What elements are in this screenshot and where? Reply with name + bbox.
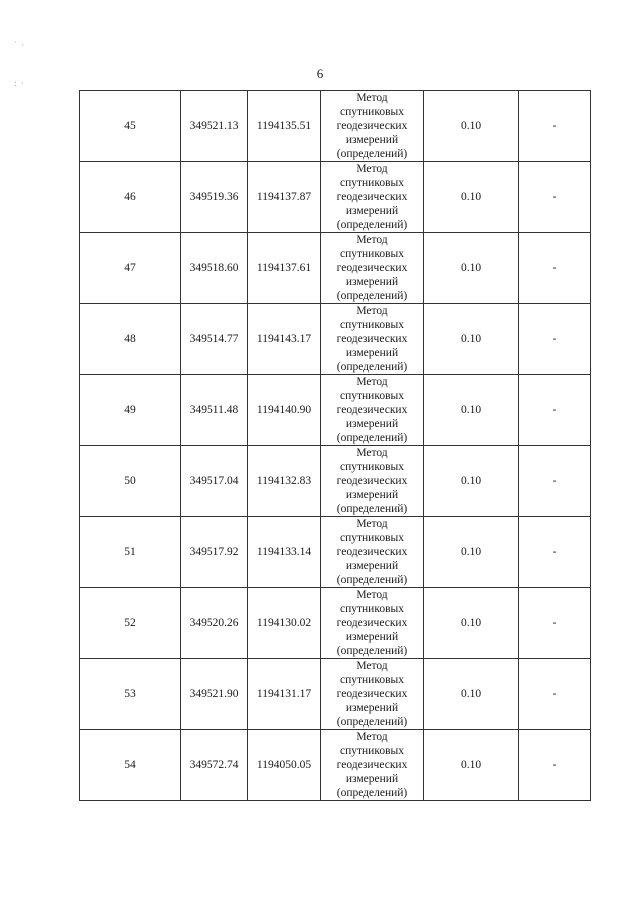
accuracy-cell: 0.10 bbox=[424, 446, 519, 517]
x-coordinate-cell: 349514.77 bbox=[181, 304, 248, 375]
x-coordinate-cell: 349520.26 bbox=[181, 588, 248, 659]
method-line: Метод bbox=[356, 660, 388, 672]
scan-artifact: : · bbox=[14, 78, 25, 88]
y-coordinate-cell: 1194137.87 bbox=[248, 162, 321, 233]
method-line: Метод bbox=[356, 234, 388, 246]
x-coordinate-cell: 349519.36 bbox=[181, 162, 248, 233]
method-cell bbox=[321, 730, 424, 801]
table-row bbox=[80, 375, 591, 446]
accuracy-cell: 0.10 bbox=[424, 162, 519, 233]
method-line: (определений) bbox=[336, 787, 408, 799]
method-cell bbox=[321, 375, 424, 446]
method-line: Метод bbox=[356, 518, 388, 530]
method-cell bbox=[321, 91, 424, 162]
table-row bbox=[80, 659, 591, 730]
method-line: геодезических bbox=[336, 191, 408, 203]
method-cell bbox=[321, 162, 424, 233]
method-line: Метод bbox=[356, 731, 388, 743]
x-coordinate-cell: 349517.04 bbox=[181, 446, 248, 517]
point-number-cell: 53 bbox=[80, 659, 181, 730]
scan-artifact: ˙ · bbox=[14, 40, 26, 50]
point-number-cell: 49 bbox=[80, 375, 181, 446]
method-cell bbox=[321, 233, 424, 304]
method-line: геодезических bbox=[336, 262, 408, 274]
method-line: спутниковых bbox=[339, 248, 404, 260]
note-cell: - bbox=[519, 91, 591, 162]
method-line: геодезических bbox=[336, 759, 408, 771]
method-line: измерений bbox=[345, 347, 399, 359]
point-number-cell: 54 bbox=[80, 730, 181, 801]
accuracy-cell: 0.10 bbox=[424, 588, 519, 659]
table-row bbox=[80, 730, 591, 801]
accuracy-cell: 0.10 bbox=[424, 304, 519, 375]
method-line: геодезических bbox=[336, 333, 408, 345]
method-line: геодезических bbox=[336, 546, 408, 558]
method-line: спутниковых bbox=[339, 390, 404, 402]
note-cell: - bbox=[519, 730, 591, 801]
y-coordinate-cell: 1194135.51 bbox=[248, 91, 321, 162]
method-line: спутниковых bbox=[339, 106, 404, 118]
point-number-cell: 51 bbox=[80, 517, 181, 588]
method-line: измерений bbox=[345, 134, 399, 146]
method-line: Метод bbox=[356, 163, 388, 175]
y-coordinate-cell: 1194050.05 bbox=[248, 730, 321, 801]
method-line: (определений) bbox=[336, 503, 408, 515]
y-coordinate-cell: 1194131.17 bbox=[248, 659, 321, 730]
x-coordinate-cell: 349572.74 bbox=[181, 730, 248, 801]
y-coordinate-cell: 1194143.17 bbox=[248, 304, 321, 375]
table-row bbox=[80, 91, 591, 162]
note-cell: - bbox=[519, 517, 591, 588]
method-line: Метод bbox=[356, 447, 388, 459]
method-line: геодезических bbox=[336, 475, 408, 487]
method-line: геодезических bbox=[336, 617, 408, 629]
method-line: измерений bbox=[345, 702, 399, 714]
table-row bbox=[80, 304, 591, 375]
point-number-cell: 46 bbox=[80, 162, 181, 233]
method-line: (определений) bbox=[336, 290, 408, 302]
method-line: (определений) bbox=[336, 219, 408, 231]
method-line: (определений) bbox=[336, 432, 408, 444]
method-line: геодезических bbox=[336, 688, 408, 700]
method-line: измерений bbox=[345, 773, 399, 785]
method-line: спутниковых bbox=[339, 532, 404, 544]
method-line: Метод bbox=[356, 305, 388, 317]
method-line: (определений) bbox=[336, 574, 408, 586]
method-line: спутниковых bbox=[339, 461, 404, 473]
table-row bbox=[80, 162, 591, 233]
method-line: измерений bbox=[345, 631, 399, 643]
table-row bbox=[80, 233, 591, 304]
accuracy-cell: 0.10 bbox=[424, 730, 519, 801]
method-line: Метод bbox=[356, 589, 388, 601]
method-line: спутниковых bbox=[339, 674, 404, 686]
method-line: (определений) bbox=[336, 148, 408, 160]
method-line: спутниковых bbox=[339, 745, 404, 757]
y-coordinate-cell: 1194130.02 bbox=[248, 588, 321, 659]
point-number-cell: 47 bbox=[80, 233, 181, 304]
table-row bbox=[80, 517, 591, 588]
accuracy-cell: 0.10 bbox=[424, 659, 519, 730]
note-cell: - bbox=[519, 375, 591, 446]
method-line: измерений bbox=[345, 560, 399, 572]
x-coordinate-cell: 349521.13 bbox=[181, 91, 248, 162]
y-coordinate-cell: 1194140.90 bbox=[248, 375, 321, 446]
note-cell: - bbox=[519, 233, 591, 304]
point-number-cell: 52 bbox=[80, 588, 181, 659]
y-coordinate-cell: 1194137.61 bbox=[248, 233, 321, 304]
point-number-cell: 48 bbox=[80, 304, 181, 375]
table-body bbox=[80, 91, 591, 801]
x-coordinate-cell: 349511.48 bbox=[181, 375, 248, 446]
method-line: (определений) bbox=[336, 716, 408, 728]
note-cell: - bbox=[519, 588, 591, 659]
method-line: (определений) bbox=[336, 361, 408, 373]
method-line: измерений bbox=[345, 205, 399, 217]
table-row bbox=[80, 588, 591, 659]
method-line: измерений bbox=[345, 418, 399, 430]
note-cell: - bbox=[519, 659, 591, 730]
method-line: геодезических bbox=[336, 404, 408, 416]
method-line: (определений) bbox=[336, 645, 408, 657]
note-cell: - bbox=[519, 446, 591, 517]
method-line: измерений bbox=[345, 489, 399, 501]
method-cell bbox=[321, 588, 424, 659]
method-cell bbox=[321, 304, 424, 375]
method-line: Метод bbox=[356, 376, 388, 388]
x-coordinate-cell: 349521.90 bbox=[181, 659, 248, 730]
y-coordinate-cell: 1194133.14 bbox=[248, 517, 321, 588]
accuracy-cell: 0.10 bbox=[424, 233, 519, 304]
accuracy-cell: 0.10 bbox=[424, 375, 519, 446]
method-line: спутниковых bbox=[339, 319, 404, 331]
x-coordinate-cell: 349517.92 bbox=[181, 517, 248, 588]
note-cell: - bbox=[519, 304, 591, 375]
note-cell: - bbox=[519, 162, 591, 233]
coordinates-table bbox=[79, 90, 591, 801]
method-line: геодезических bbox=[336, 120, 408, 132]
method-line: Метод bbox=[356, 92, 388, 104]
method-cell bbox=[321, 659, 424, 730]
x-coordinate-cell: 349518.60 bbox=[181, 233, 248, 304]
y-coordinate-cell: 1194132.83 bbox=[248, 446, 321, 517]
accuracy-cell: 0.10 bbox=[424, 517, 519, 588]
accuracy-cell: 0.10 bbox=[424, 91, 519, 162]
table-row bbox=[80, 446, 591, 517]
method-line: измерений bbox=[345, 276, 399, 288]
method-cell bbox=[321, 446, 424, 517]
method-line: спутниковых bbox=[339, 603, 404, 615]
point-number-cell: 45 bbox=[80, 91, 181, 162]
page-number: 6 bbox=[316, 66, 324, 81]
method-cell bbox=[321, 517, 424, 588]
method-line: спутниковых bbox=[339, 177, 404, 189]
point-number-cell: 50 bbox=[80, 446, 181, 517]
